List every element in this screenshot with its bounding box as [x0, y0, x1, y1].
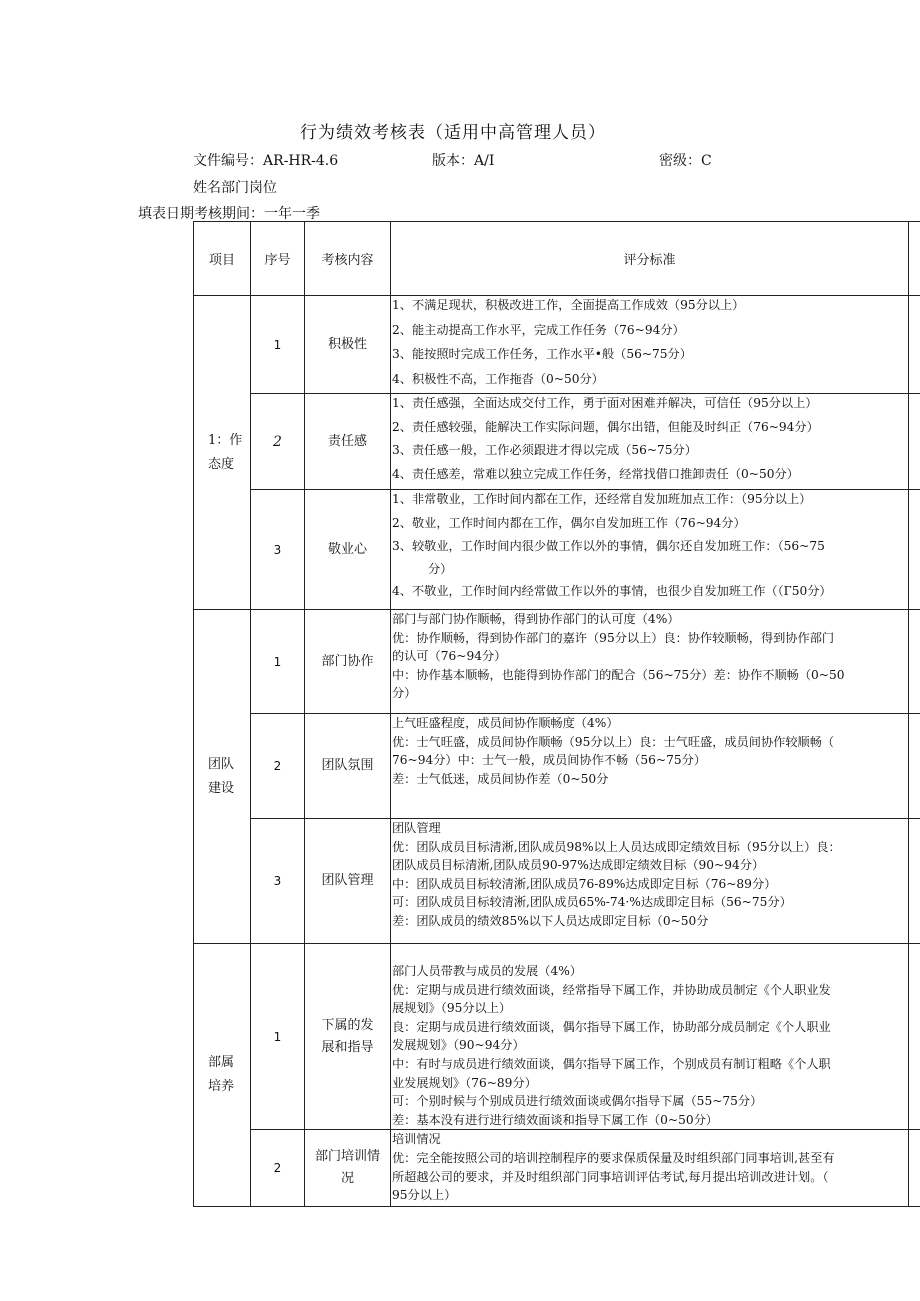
- evaluation-table: [193, 221, 920, 1207]
- item-number: 1: [251, 944, 305, 1130]
- item-content: 团队管理: [305, 819, 391, 944]
- item-content: 敬业心: [305, 490, 391, 610]
- criteria-line: 2、敬业，工作时间内都在工作，偶尔自发加班工作（76~94分）: [392, 515, 746, 530]
- criteria-line: 4、不敬业，工作时间内经常做工作以外的事情，也很少自发加班工作（（Г50分）: [392, 584, 832, 599]
- criteria-line: 可：个别时候与个别成员进行绩效面谈或偶尔指导下属（55~75分）: [392, 1094, 763, 1109]
- secrecy-level: 密级：C: [659, 153, 712, 169]
- column-header-criteria: 评分标准: [391, 222, 909, 296]
- column-header-extra: [909, 222, 920, 296]
- criteria-line: 分）: [428, 561, 453, 576]
- criteria-line: 分）: [392, 686, 417, 701]
- criteria-line: 的认可（76~94分）: [392, 649, 507, 664]
- table-row: [194, 714, 920, 819]
- item-content: 部门协作: [305, 610, 391, 714]
- criteria-line: 76~94分）中：士气一般，成员间协作不畅（56~75分）: [392, 753, 707, 768]
- criteria-line: 4、责任感差，常难以独立完成工作任务，经常找借口推卸责任（0~50分）: [392, 466, 799, 481]
- column-header-content: 考核内容: [305, 222, 391, 296]
- blank-cell: [909, 714, 920, 819]
- table-row: [194, 610, 920, 714]
- criteria-line: 1、非常敬业，工作时间内都在工作，还经常自发加班加点工作：（95分以上）: [392, 492, 812, 506]
- item-number: 2: [251, 394, 305, 490]
- criteria-line: 优：团队成员目标清淅,团队成员98%以上人员达成即定绩效目标（95分以上）良：: [392, 839, 841, 854]
- item-content: 团队氛围: [305, 714, 391, 819]
- category-cell-attitude: [194, 296, 251, 610]
- document-number: 文件编号：AR-HR-4.6: [193, 153, 339, 169]
- criteria-line: 团队成员目标清淅,团队成员90-97%达成即定绩效目标（90~94分）: [392, 858, 765, 873]
- category-line: 态度: [208, 456, 235, 472]
- criteria-line: 上气旺盛程度，成员间协作顺畅度（4%）: [392, 716, 619, 730]
- item-number: 3: [251, 490, 305, 610]
- criteria-line: 3、能按照时完成工作任务，工作水平•般（56~75分）: [392, 347, 692, 362]
- blank-cell: [909, 944, 920, 1130]
- name-department-position: 姓名部门岗位: [193, 180, 277, 196]
- criteria-cell: [391, 714, 909, 819]
- blank-cell: [909, 296, 920, 394]
- category-line: 建设: [208, 780, 235, 796]
- item-number: 1: [251, 296, 305, 394]
- blank-cell: [909, 610, 920, 714]
- criteria-line: 可：团队成员目标较清淅,团队成员65%-74·%达成即定目标（56~75分）: [392, 895, 792, 910]
- criteria-line: 团队管理: [392, 821, 441, 835]
- criteria-cell: [391, 394, 909, 490]
- category-line: 团队: [208, 756, 235, 772]
- page-title: 行为绩效考核表（适用中高管理人员）: [300, 123, 606, 143]
- table-row: [194, 819, 920, 944]
- criteria-line: 1、不满足现状，积极改进工作，全面提高工作成效（95分以上）: [392, 298, 745, 312]
- criteria-line: 1、责任感强，全面达成交付工作，勇于面对困难并解决，可信任（95分以上）: [392, 396, 818, 410]
- criteria-cell: [391, 944, 909, 1130]
- column-header-item: 项目: [194, 222, 251, 296]
- criteria-cell: [391, 490, 909, 610]
- item-number: 3: [251, 819, 305, 944]
- criteria-line: 3、责任感一般，工作必须跟进才得以完成（56~75分）: [392, 443, 697, 458]
- criteria-line: 优：士气旺盛，成员间协作顺畅（95分以上）良：士气旺盛，成员间协作较顺畅（: [392, 734, 835, 749]
- item-number: 1: [251, 610, 305, 714]
- table-row: [194, 490, 920, 610]
- blank-cell: [909, 394, 920, 490]
- criteria-line: 中：有时与成员进行绩效面谈，偶尔指导下属工作，个别成员有制订粗略《个人职: [392, 1056, 831, 1071]
- criteria-line: 发展规划》（90~94分）: [392, 1038, 525, 1053]
- criteria-cell: [391, 1130, 909, 1207]
- criteria-line: 培训情况: [392, 1132, 441, 1147]
- criteria-line: 中：协作基本顺畅，也能得到协作部门的配合（56~75分）差：协作不顺畅（0~50: [392, 667, 845, 682]
- category-line: 部属: [208, 1055, 235, 1071]
- criteria-cell: [391, 610, 909, 714]
- criteria-line: 中：团队成员目标较清淅,团队成员76-89%达成即定目标（76~89分）: [392, 876, 777, 891]
- criteria-line: 优：定期与成员进行绩效面谈，经常指导下属工作，并协助成员制定《个人职业发: [392, 982, 831, 997]
- criteria-line: 3、较敬业，工作时间内很少做工作以外的事情，偶尔还自发加班工作：（56~75: [392, 539, 825, 554]
- version: 版本：A/I: [432, 153, 495, 169]
- criteria-line: 差：团队成员的绩效85%以下人员达成即定目标（0~50分: [392, 913, 709, 928]
- table-row: [194, 394, 920, 490]
- table-row: [194, 296, 920, 394]
- criteria-line: 差：士气低迷，成员间协作差（0~50分: [392, 771, 609, 786]
- category-line: 培养: [208, 1079, 235, 1095]
- criteria-line: 部门人员带教与成员的发展（4%）: [392, 964, 582, 978]
- category-cell-team-building: [194, 610, 251, 944]
- criteria-line: 优：协作顺畅，得到协作部门的嘉许（95分以上）良：协作较顺畅，得到协作部门: [392, 630, 835, 645]
- category-line: 1：作: [208, 432, 243, 448]
- item-number: 2: [251, 1130, 305, 1207]
- criteria-line: 部门与部门协作顺畅，得到协作部门的认可度（4%）: [392, 612, 680, 626]
- criteria-line: 2、责任感较强，能解决工作实际问题，偶尔出错，但能及时纠正（76~94分）: [392, 419, 819, 434]
- fill-date-and-period: 填表日期考核期间：一年一季: [138, 206, 320, 222]
- category-cell-subordinate-development: [194, 944, 251, 1207]
- table-row: [194, 1130, 920, 1207]
- criteria-line: 优：完全能按照公司的培训控制程序的要求保质保量及时组织部门同事培训,甚至有: [392, 1150, 835, 1165]
- header-row: [194, 222, 920, 296]
- blank-cell: [909, 490, 920, 610]
- criteria-cell: [391, 296, 909, 394]
- item-content: 下属的发 展和指导: [305, 944, 391, 1130]
- criteria-line: 业发展规划》（76~89分）: [392, 1075, 537, 1090]
- criteria-line: 展规划》（95分以上）: [392, 1001, 512, 1016]
- criteria-line: 所超越公司的要求，并及时组织部门同事培训评估考试,每月提出培训改进计划。（: [392, 1169, 829, 1184]
- blank-cell: [909, 1130, 920, 1207]
- criteria-cell: [391, 819, 909, 944]
- item-content: 责任感: [305, 394, 391, 490]
- item-content: 积极性: [305, 296, 391, 394]
- criteria-line: 差：基本没有进行进行绩效面谈和指导下属工作（0~50分）: [392, 1112, 718, 1127]
- item-number: 2: [251, 714, 305, 819]
- criteria-line: 4、积极性不高，工作拖沓（0~50分）: [392, 371, 604, 386]
- criteria-line: 95分以上）: [392, 1188, 457, 1203]
- item-content: 部门培训情 况: [305, 1130, 391, 1207]
- criteria-line: 2、能主动提高工作水平，完成工作任务（76~94分）: [392, 322, 685, 337]
- table-row: [194, 944, 920, 1130]
- column-header-number: 序号: [251, 222, 305, 296]
- blank-cell: [909, 819, 920, 944]
- criteria-line: 良：定期与成员进行绩效面谈，偶尔指导下属工作，协助部分成员制定《个人职业: [392, 1019, 831, 1034]
